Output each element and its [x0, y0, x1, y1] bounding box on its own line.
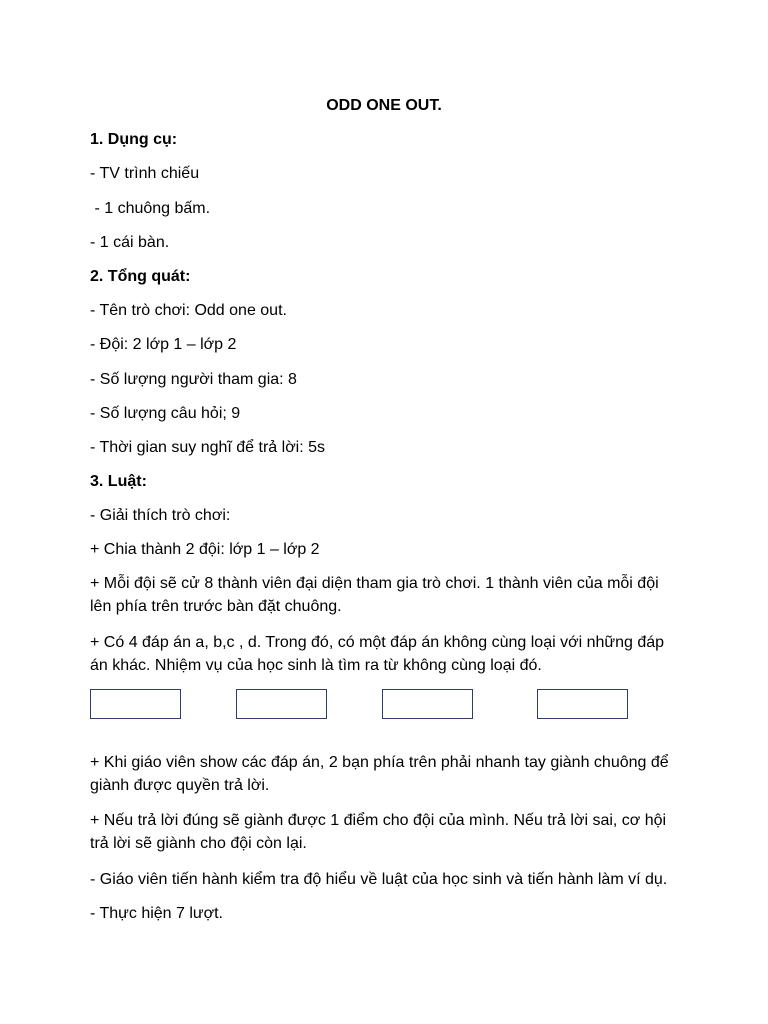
- list-item: - Giáo viên tiến hành kiểm tra độ hiểu về luật của học sinh và tiến hành làm ví dụ.: [90, 871, 668, 888]
- list-item: - Thời gian suy nghĩ để trả lời: 5s: [90, 439, 326, 456]
- list-item: - Thực hiện 7 lượt.: [90, 905, 223, 922]
- section-heading-tools: 1. Dụng cụ:: [90, 131, 178, 148]
- list-item: + Chia thành 2 đội: lớp 1 – lớp 2: [90, 541, 320, 558]
- section-heading-overview: 2. Tổng quát:: [90, 268, 191, 285]
- section-heading-rules: 3. Luật:: [90, 473, 147, 490]
- list-item: - Đội: 2 lớp 1 – lớp 2: [90, 336, 237, 353]
- list-item: + Có 4 đáp án a, b,c , d. Trong đó, có một đáp án không cùng loại với những đáp án khác. Nhiệm vụ của học sinh là tìm ra từ không cùng loại đó.: [90, 634, 665, 674]
- list-item: - Tên trò chơi: Odd one out.: [90, 302, 287, 319]
- answer-box-c: [382, 689, 473, 719]
- list-item: - Giải thích trò chơi:: [90, 507, 231, 524]
- list-item: + Khi giáo viên show các đáp án, 2 bạn phía trên phải nhanh tay giành chuông để giành được quyền trả lời.: [90, 754, 669, 794]
- list-item: + Mỗi đội sẽ cử 8 thành viên đại diện tham gia trò chơi. 1 thành viên của mỗi đội lên phía trên trước bàn đặt chuông.: [90, 575, 659, 615]
- document-title: ODD ONE OUT.: [326, 97, 442, 114]
- answer-box-a: [90, 689, 181, 719]
- list-item: - TV trình chiếu: [90, 165, 200, 182]
- list-item: + Nếu trả lời đúng sẽ giành được 1 điểm cho đội của mình. Nếu trả lời sai, cơ hội trả lời sẽ giành cho đội còn lại.: [90, 812, 667, 852]
- answer-box-d: [537, 689, 628, 719]
- list-item: - Số lượng người tham gia: 8: [90, 371, 297, 388]
- list-item: - Số lượng câu hỏi; 9: [90, 405, 241, 422]
- answer-box-b: [236, 689, 327, 719]
- list-item: - 1 chuông bấm.: [90, 200, 211, 217]
- list-item: - 1 cái bàn.: [90, 234, 170, 251]
